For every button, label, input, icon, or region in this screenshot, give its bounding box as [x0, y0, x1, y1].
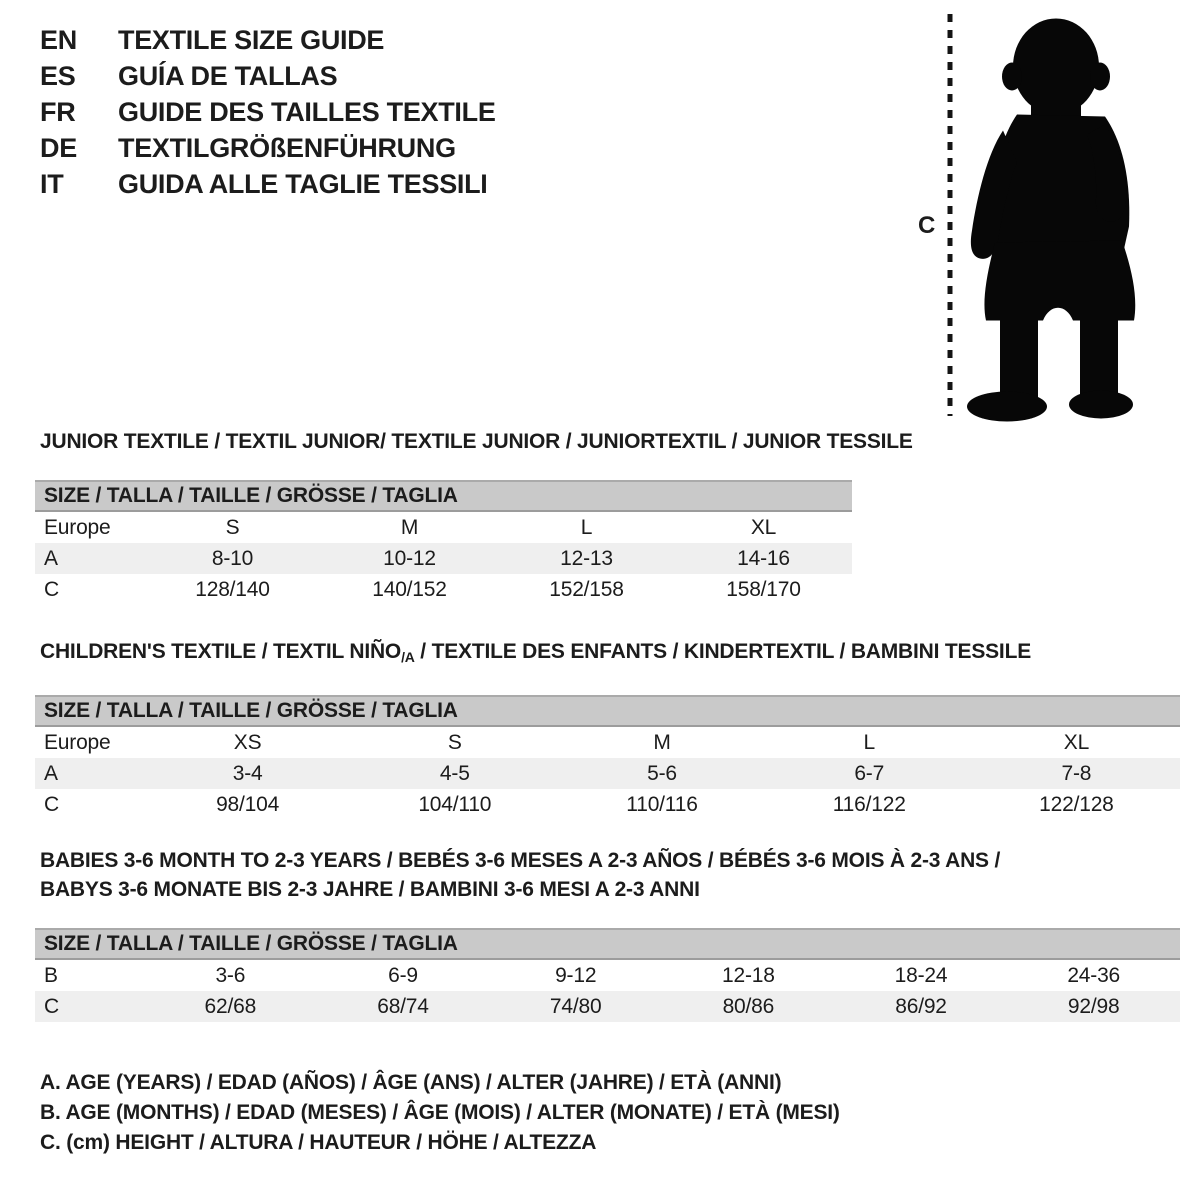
language-list [40, 22, 496, 202]
babies-section-title-line1: BABIES 3-6 MONTH TO 2-3 YEARS / BEBÉS 3-6 MESES A 2-3 AÑOS / BÉBÉS 3-6 MOIS À 2-3 ANS / [40, 849, 1001, 872]
babies-size-header-bar [35, 928, 1180, 960]
table-cell: M [400, 515, 419, 539]
table-cell: 3-4 [232, 761, 263, 785]
row-label: B [44, 963, 58, 987]
children-title-post: / TEXTILE DES ENFANTS / KINDERTEXTIL / BAMBINI TESSILE [414, 640, 1032, 663]
guide-title-en: TEXTILE SIZE GUIDE [118, 24, 385, 55]
language-code: FR [40, 96, 76, 127]
babies-size-table [35, 960, 1180, 1022]
children-size-header-bar [35, 695, 1180, 727]
table-cell: 6-7 [854, 761, 885, 785]
language-code: DE [40, 132, 77, 163]
table-cell: S [447, 730, 462, 754]
guide-title-de: TEXTILGRÖßENFÜHRUNG [118, 132, 456, 163]
table-cell: 12-18 [721, 963, 775, 987]
height-figure [900, 0, 1200, 445]
table-cell: 110/116 [626, 792, 698, 816]
table-row [35, 758, 1180, 789]
legend-line-c: C. (cm) HEIGHT / ALTURA / HAUTEUR / HÖHE / ALTEZZA [40, 1131, 597, 1154]
junior-textile-section [35, 430, 913, 605]
silhouette-shape [967, 19, 1135, 422]
table-cell: M [653, 730, 671, 754]
size-header-label: SIZE / TALLA / TAILLE / GRÖSSE / TAGLIA [44, 699, 458, 722]
measure-legend [40, 1068, 840, 1158]
language-row-it [40, 166, 496, 202]
row-label: Europe [44, 730, 111, 754]
table-cell: 4-5 [439, 761, 470, 785]
table-row [35, 789, 1180, 820]
language-code: ES [40, 60, 76, 91]
guide-title-fr: GUIDE DES TAILLES TEXTILE [118, 96, 496, 127]
table-cell: 8-10 [211, 546, 254, 570]
table-row [35, 991, 1180, 1022]
table-cell: 158/170 [726, 577, 801, 601]
table-cell: 152/158 [549, 577, 624, 601]
children-textile-section [35, 640, 1180, 820]
table-cell: 128/140 [195, 577, 270, 601]
language-row-de [40, 130, 496, 166]
row-label: A [44, 546, 58, 570]
language-row-es [40, 58, 496, 94]
table-cell: S [225, 515, 240, 539]
table-row [35, 512, 852, 543]
table-cell: 24-36 [1067, 963, 1121, 987]
table-cell: 12-13 [560, 546, 613, 570]
table-cell: 104/110 [418, 792, 492, 816]
junior-size-table [35, 512, 852, 605]
size-header-label: SIZE / TALLA / TAILLE / GRÖSSE / TAGLIA [44, 932, 458, 955]
table-cell: 14-16 [737, 546, 790, 570]
children-title-sub: /A [401, 649, 415, 665]
table-cell: 6-9 [388, 963, 418, 987]
row-label: C [44, 994, 59, 1018]
height-measure-label: C [918, 212, 936, 239]
guide-title-it: GUIDA ALLE TAGLIE TESSILI [118, 168, 488, 199]
row-label: C [44, 577, 59, 601]
table-cell: 92/98 [1067, 994, 1120, 1018]
junior-size-header-bar [35, 480, 852, 512]
language-code: EN [40, 24, 77, 55]
table-cell: 5-6 [647, 761, 677, 785]
row-label: Europe [44, 515, 111, 539]
legend-line-a: A. AGE (YEARS) / EDAD (AÑOS) / ÂGE (ANS) / ALTER (JAHRE) / ETÀ (ANNI) [40, 1071, 782, 1094]
table-cell: 68/74 [377, 994, 429, 1018]
guide-title-es: GUÍA DE TALLAS [118, 60, 338, 91]
language-row-fr [40, 94, 496, 130]
table-cell: 122/128 [1039, 792, 1114, 816]
table-cell: L [863, 730, 875, 754]
table-cell: 140/152 [372, 577, 447, 601]
table-cell: 116/122 [832, 792, 906, 816]
table-cell: XL [750, 515, 777, 539]
table-cell: 9-12 [555, 963, 597, 987]
table-cell: 80/86 [722, 994, 775, 1018]
table-row [35, 960, 1180, 991]
table-cell: 86/92 [895, 994, 947, 1018]
children-size-table [35, 727, 1180, 820]
toddler-silhouette-icon [955, 12, 1165, 432]
language-code: IT [40, 168, 64, 199]
table-cell: 74/80 [549, 994, 602, 1018]
language-row-en [40, 22, 496, 58]
junior-section-title: JUNIOR TEXTILE / TEXTIL JUNIOR/ TEXTILE JUNIOR / JUNIORTEXTIL / JUNIOR TESSILE [40, 430, 913, 453]
babies-section-title-line2: BABYS 3-6 MONATE BIS 2-3 JAHRE / BAMBINI 3-6 MESI A 2-3 ANNI [40, 878, 700, 901]
table-cell: L [580, 515, 593, 539]
table-row [35, 574, 852, 605]
babies-textile-section [35, 846, 1180, 1022]
table-cell: 18-24 [894, 963, 948, 987]
size-header-label: SIZE / TALLA / TAILLE / GRÖSSE / TAGLIA [44, 484, 458, 507]
row-label: C [44, 792, 59, 816]
table-row [35, 543, 852, 574]
table-cell: 98/104 [216, 792, 280, 816]
table-cell: XL [1063, 730, 1090, 754]
children-title-pre: CHILDREN'S TEXTILE / TEXTIL NIÑO [40, 640, 402, 663]
table-cell: XS [233, 730, 262, 754]
table-cell: 7-8 [1061, 761, 1092, 785]
table-cell: 62/68 [204, 994, 257, 1018]
children-section-title [40, 640, 1180, 669]
table-cell: 3-6 [215, 963, 246, 987]
legend-line-b: B. AGE (MONTHS) / EDAD (MESES) / ÂGE (MOIS) / ALTER (MONATE) / ETÀ (MESI) [40, 1101, 840, 1124]
table-cell: 10-12 [383, 546, 436, 570]
row-label: A [44, 761, 58, 785]
table-row [35, 727, 1180, 758]
height-measure-line [946, 14, 954, 416]
